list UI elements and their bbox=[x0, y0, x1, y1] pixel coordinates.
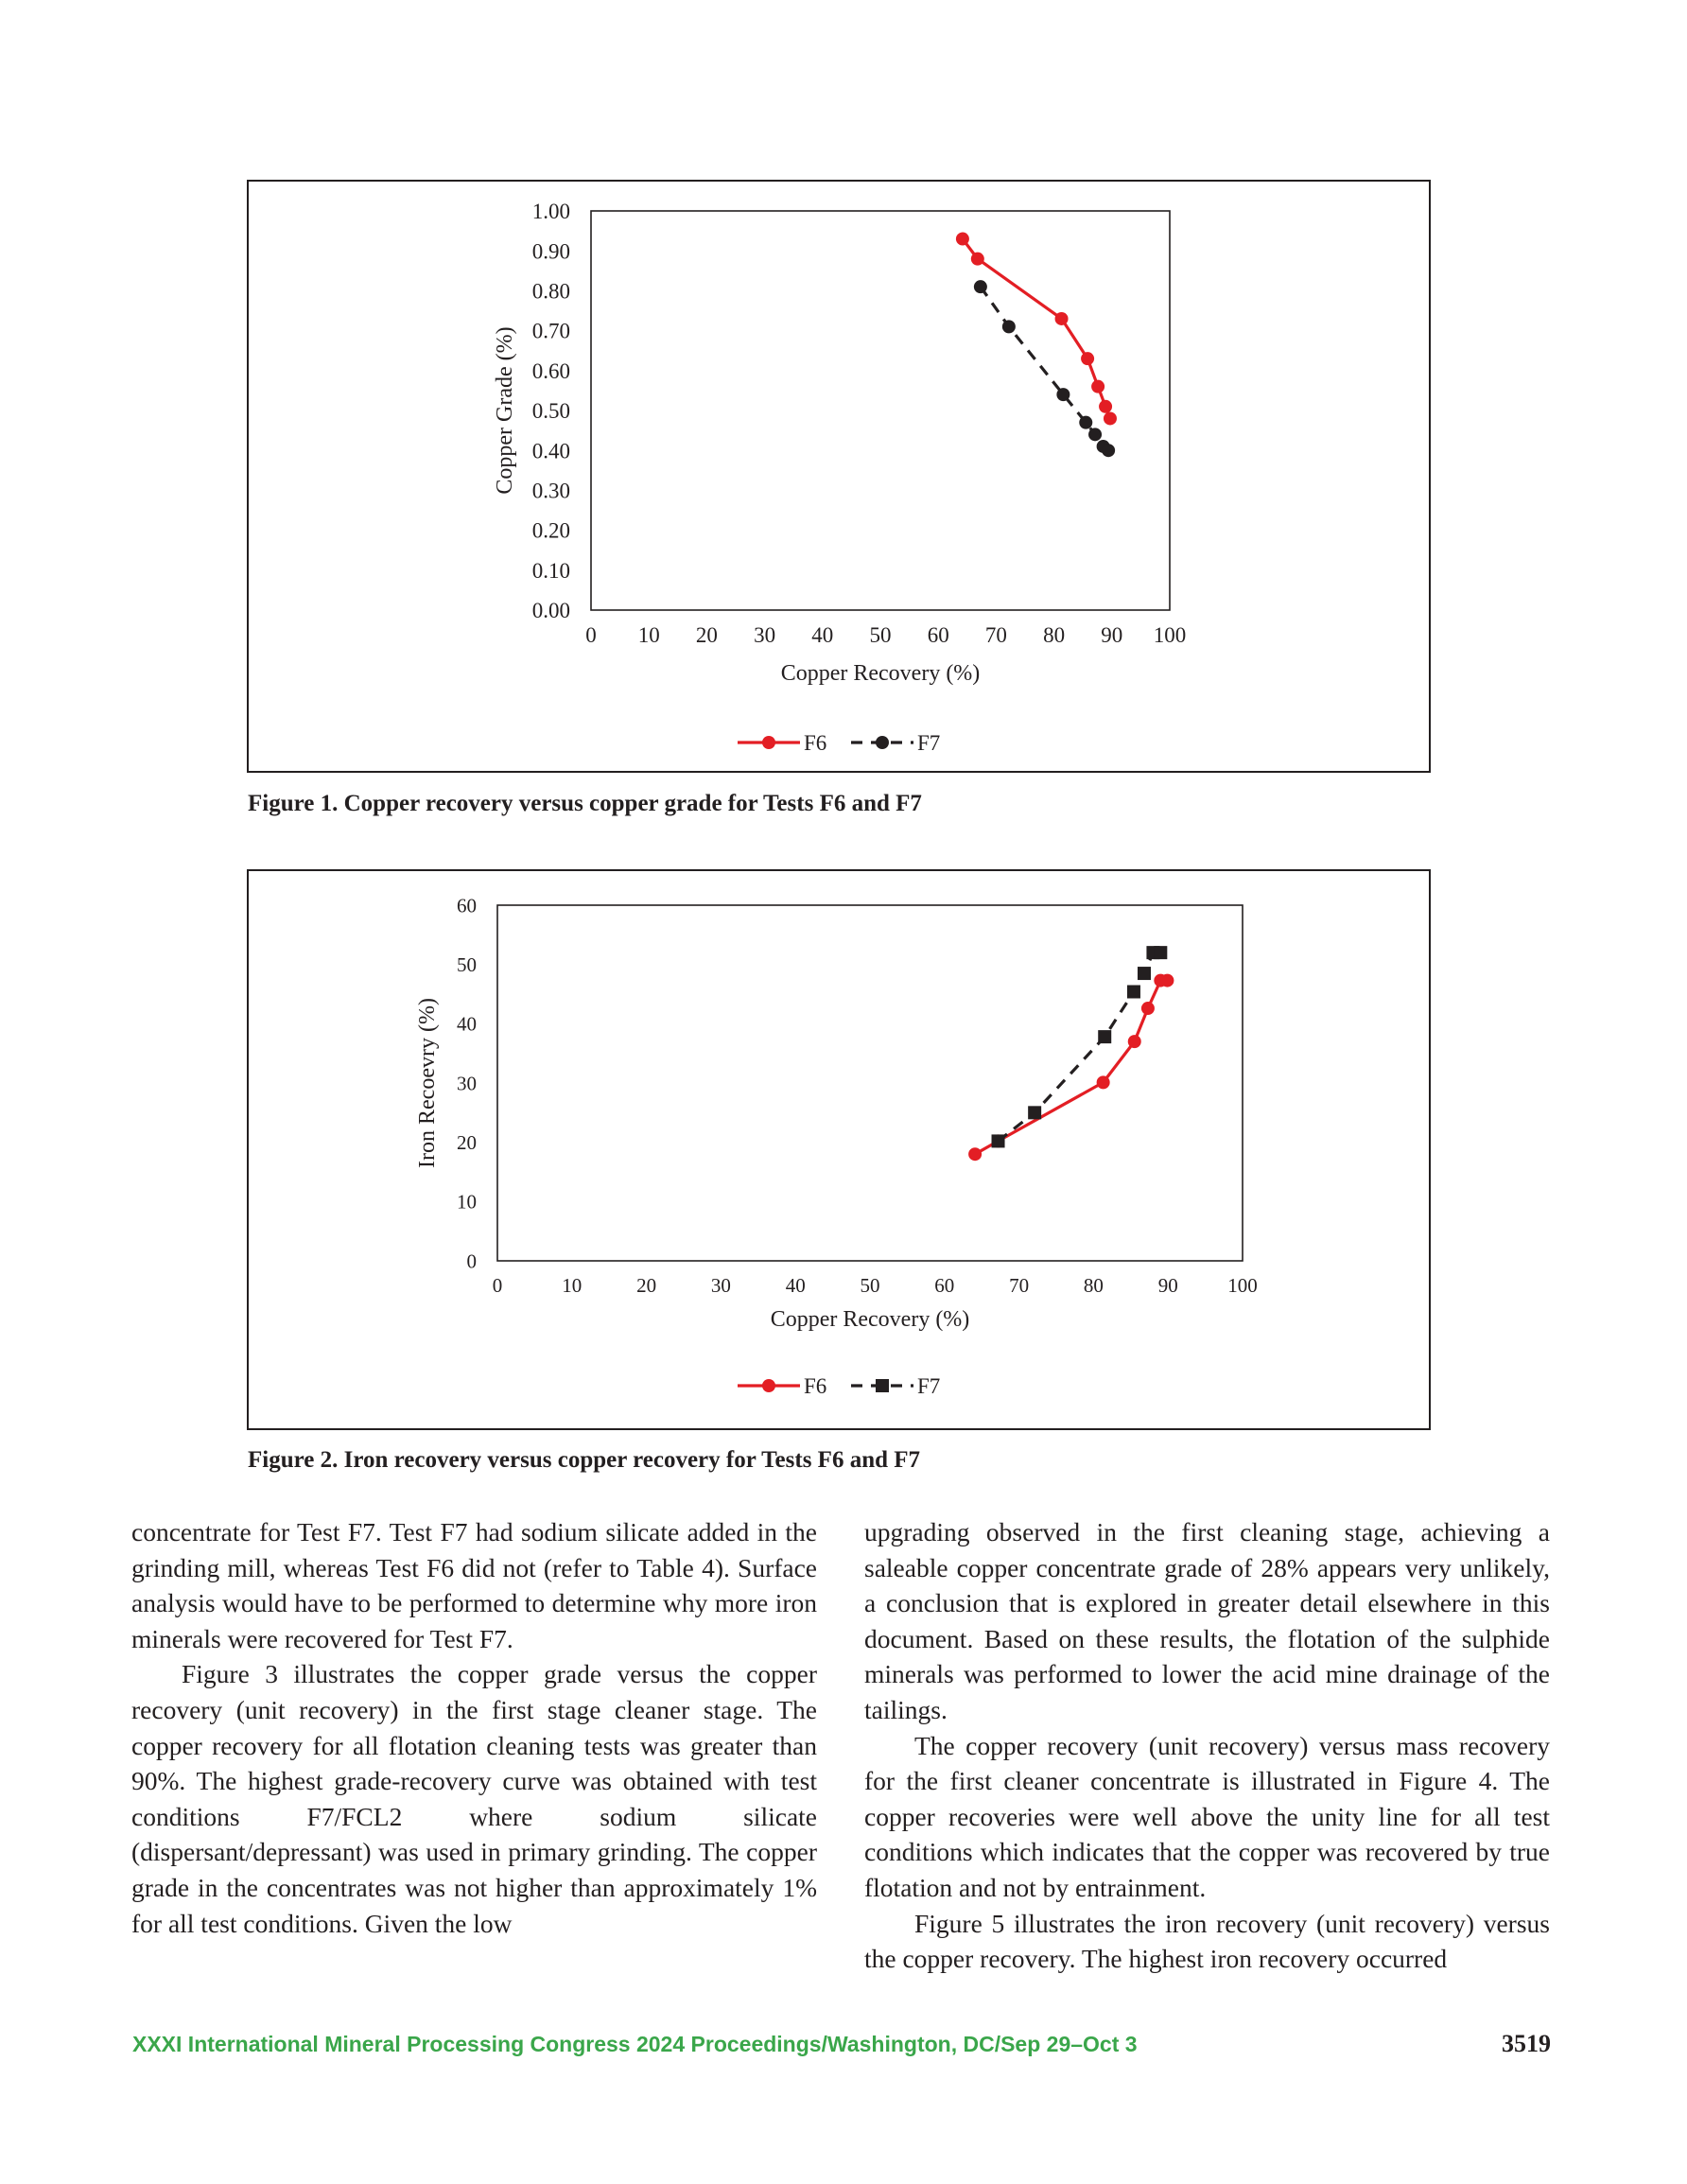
data-point-f6 bbox=[968, 1147, 982, 1161]
data-point-f7 bbox=[1088, 428, 1102, 441]
plot-area-frame bbox=[497, 905, 1243, 1261]
y-tick-label: 0.70 bbox=[531, 319, 570, 343]
paragraph: upgrading observed in the first cleaning stage, achieving a saleable copper concentrate grade of 28% appears very unlikely, a conclusion that is explored in greater detail elsewhere in this document. Based on these results, the flotation of the sulphide minerals was performed to lower the acid mine drainage of the tailings. bbox=[864, 1517, 1550, 1724]
y-tick-label: 60 bbox=[457, 894, 477, 917]
data-point-f6 bbox=[1104, 411, 1117, 425]
left-text-column bbox=[131, 1514, 817, 1941]
data-point-f6 bbox=[971, 253, 984, 266]
legend-marker-f6 bbox=[762, 1379, 775, 1392]
data-point-f6 bbox=[1141, 1002, 1155, 1015]
y-tick-label: 0 bbox=[466, 1249, 477, 1273]
iron-recovery-chart-svg bbox=[249, 871, 1429, 1428]
y-tick-label: 0.90 bbox=[531, 239, 570, 264]
data-point-f7 bbox=[1098, 1030, 1111, 1043]
series-line-f6 bbox=[975, 981, 1167, 1155]
data-point-f7 bbox=[1138, 967, 1151, 980]
legend-marker-f7 bbox=[876, 736, 889, 749]
y-axis-label: Copper Grade (%) bbox=[493, 326, 517, 495]
x-tick-label: 70 bbox=[1009, 1274, 1030, 1297]
data-point-f6 bbox=[1055, 312, 1069, 325]
x-tick-label: 0 bbox=[585, 623, 597, 647]
x-tick-label: 30 bbox=[710, 1274, 731, 1297]
data-point-f6 bbox=[1097, 1075, 1110, 1089]
page-number: 3519 bbox=[1502, 2030, 1551, 2057]
x-axis-label: Copper Recovery (%) bbox=[780, 661, 981, 686]
y-tick-label: 0.80 bbox=[531, 279, 570, 304]
running-footer: XXXI International Mineral Processing Congress 2024 Proceedings/Washington, DC/Sep 29–Oct 3 bbox=[132, 2032, 1138, 2056]
y-tick-label: 10 bbox=[457, 1190, 477, 1214]
x-tick-label: 40 bbox=[785, 1274, 806, 1297]
paragraph: Figure 3 illustrates the copper grade versus the copper recovery (unit recovery) in the first stage cleaner stage. The copper recovery for all flotation cleaning tests was greater than 90%. The highest grade-recovery curve was obtained with test conditions F7/FCL2 where sodium silicate (dispersant/depressant) was used in primary grinding. The copper grade in the concentrates was not higher than approximately 1% for all test conditions. Given the low bbox=[131, 1659, 817, 1938]
plot-area-frame bbox=[591, 211, 1170, 610]
x-tick-label: 10 bbox=[637, 623, 660, 647]
figure-1-chart bbox=[247, 180, 1431, 773]
x-tick-label: 90 bbox=[1101, 623, 1123, 647]
data-point-f6 bbox=[1128, 1035, 1141, 1048]
x-tick-label: 60 bbox=[934, 1274, 955, 1297]
data-point-f7 bbox=[1127, 985, 1140, 998]
legend-label-f7: F7 bbox=[917, 731, 941, 755]
figure-2-chart bbox=[247, 869, 1431, 1430]
data-point-f6 bbox=[956, 233, 969, 246]
data-point-f7 bbox=[1056, 388, 1070, 401]
x-tick-label: 40 bbox=[811, 623, 834, 647]
x-tick-label: 50 bbox=[869, 623, 892, 647]
legend-label-f6: F6 bbox=[804, 1374, 827, 1398]
data-point-f7 bbox=[974, 280, 987, 293]
data-point-f7 bbox=[992, 1134, 1005, 1147]
y-tick-label: 0.20 bbox=[531, 518, 570, 543]
y-tick-label: 0.30 bbox=[531, 479, 570, 503]
data-point-f6 bbox=[1091, 380, 1104, 393]
y-tick-label: 0.60 bbox=[531, 358, 570, 383]
legend-label-f6: F6 bbox=[804, 731, 827, 755]
x-tick-label: 30 bbox=[754, 623, 776, 647]
y-axis-label: Iron Recoevry (%) bbox=[415, 998, 440, 1168]
x-tick-label: 100 bbox=[1153, 623, 1187, 647]
x-tick-label: 100 bbox=[1227, 1274, 1258, 1297]
x-tick-label: 50 bbox=[860, 1274, 880, 1297]
y-tick-label: 0.40 bbox=[531, 439, 570, 463]
data-point-f7 bbox=[1102, 444, 1115, 457]
x-axis-label: Copper Recovery (%) bbox=[770, 1307, 970, 1332]
y-tick-label: 1.00 bbox=[531, 200, 570, 224]
x-tick-label: 80 bbox=[1083, 1274, 1104, 1297]
paragraph: Figure 5 illustrates the iron recovery (unit recovery) versus the copper recovery. The highest iron recovery occurred bbox=[864, 1908, 1550, 1974]
data-point-f7 bbox=[1002, 320, 1016, 333]
y-tick-label: 40 bbox=[457, 1012, 477, 1036]
copper-grade-chart-svg bbox=[249, 182, 1429, 771]
x-tick-label: 80 bbox=[1043, 623, 1066, 647]
figure-2-caption: Figure 2. Iron recovery versus copper recovery for Tests F6 and F7 bbox=[248, 1447, 921, 1473]
paragraph: concentrate for Test F7. Test F7 had sodium silicate added in the grinding mill, whereas Test F6 did not (refer to Table 4). Surface analysis would have to be performed to determine why more iron minerals were recovered for Test F7. bbox=[131, 1517, 817, 1653]
data-point-f6 bbox=[1160, 974, 1174, 987]
series-line-f6 bbox=[963, 239, 1110, 419]
y-tick-label: 20 bbox=[457, 1131, 477, 1155]
x-tick-label: 60 bbox=[927, 623, 949, 647]
x-tick-label: 70 bbox=[984, 623, 1007, 647]
legend-label-f7: F7 bbox=[917, 1374, 941, 1398]
figure-1-caption: Figure 1. Copper recovery versus copper grade for Tests F6 and F7 bbox=[248, 791, 922, 816]
data-point-f7 bbox=[1079, 416, 1092, 429]
data-point-f6 bbox=[1099, 400, 1112, 413]
x-tick-label: 20 bbox=[636, 1274, 657, 1297]
x-tick-label: 10 bbox=[562, 1274, 583, 1297]
x-tick-label: 0 bbox=[492, 1274, 503, 1297]
y-tick-label: 50 bbox=[457, 953, 477, 977]
y-tick-label: 0.10 bbox=[531, 558, 570, 583]
legend-marker-f6 bbox=[762, 736, 775, 749]
legend-marker-f7 bbox=[876, 1379, 889, 1392]
y-tick-label: 30 bbox=[457, 1072, 477, 1095]
x-tick-label: 20 bbox=[695, 623, 718, 647]
data-point-f7 bbox=[1154, 946, 1167, 959]
paragraph: The copper recovery (unit recovery) versus mass recovery for the first cleaner concentrate is illustrated in Figure 4. The copper recoveries were well above the unity line for all test conditions which indicates that the copper was recovered by true flotation and not by entrainment. bbox=[864, 1730, 1550, 1902]
y-tick-label: 0.50 bbox=[531, 399, 570, 424]
data-point-f6 bbox=[1081, 352, 1094, 365]
right-text-column bbox=[864, 1514, 1550, 1977]
data-point-f7 bbox=[1028, 1106, 1041, 1119]
x-tick-label: 90 bbox=[1157, 1274, 1178, 1297]
y-tick-label: 0.00 bbox=[531, 599, 570, 623]
